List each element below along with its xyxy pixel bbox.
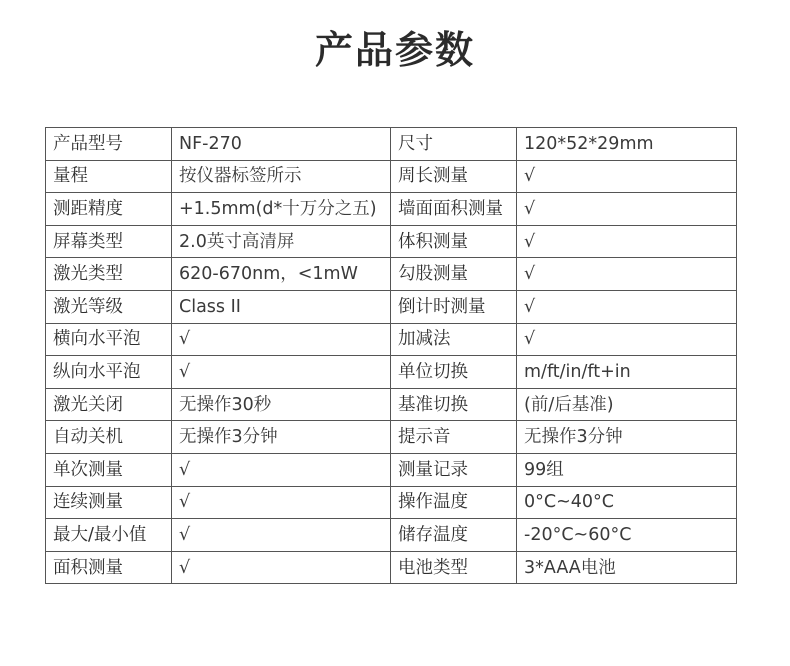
spec-value-right: 120*52*29mm (517, 128, 737, 161)
table-row (46, 323, 737, 356)
spec-value-right: 无操作3分钟 (517, 421, 737, 454)
spec-value-left: √ (172, 486, 391, 519)
spec-label-left: 测距精度 (46, 193, 172, 226)
spec-label-right: 周长测量 (391, 160, 517, 193)
spec-label-right: 单位切换 (391, 356, 517, 389)
spec-value-left: 2.0英寸高清屏 (172, 225, 391, 258)
table-row (46, 225, 737, 258)
spec-value-left: Class II (172, 290, 391, 323)
table-row (46, 160, 737, 193)
spec-label-right: 储存温度 (391, 519, 517, 552)
spec-value-right: -20°C~60°C (517, 519, 737, 552)
spec-value-left: √ (172, 453, 391, 486)
spec-value-right: √ (517, 323, 737, 356)
spec-label-left: 量程 (46, 160, 172, 193)
spec-label-left: 屏幕类型 (46, 225, 172, 258)
table-row (46, 453, 737, 486)
spec-label-right: 基准切换 (391, 388, 517, 421)
table-row (46, 193, 737, 226)
spec-label-right: 操作温度 (391, 486, 517, 519)
spec-label-left: 产品型号 (46, 128, 172, 161)
spec-label-right: 尺寸 (391, 128, 517, 161)
page-title: 产品参数 (314, 28, 475, 72)
spec-value-left: +1.5mm(d*十万分之五) (172, 193, 391, 226)
spec-value-right: √ (517, 258, 737, 291)
table-row (46, 388, 737, 421)
spec-value-left: 按仪器标签所示 (172, 160, 391, 193)
table-row (46, 421, 737, 454)
spec-label-left: 纵向水平泡 (46, 356, 172, 389)
spec-value-right: 99组 (517, 453, 737, 486)
spec-label-left: 激光类型 (46, 258, 172, 291)
spec-value-left: 620-670nm，<1mW (172, 258, 391, 291)
table-row (46, 290, 737, 323)
spec-value-right: √ (517, 290, 737, 323)
spec-value-right: 3*AAA电池 (517, 551, 737, 584)
spec-label-right: 墙面面积测量 (391, 193, 517, 226)
spec-table (45, 127, 737, 584)
spec-label-right: 加减法 (391, 323, 517, 356)
table-row (46, 519, 737, 552)
spec-value-right: m/ft/in/ft+in (517, 356, 737, 389)
spec-label-right: 体积测量 (391, 225, 517, 258)
table-row (46, 258, 737, 291)
spec-label-left: 面积测量 (46, 551, 172, 584)
spec-label-left: 最大/最小值 (46, 519, 172, 552)
spec-label-left: 横向水平泡 (46, 323, 172, 356)
spec-value-right: (前/后基准) (517, 388, 737, 421)
spec-value-left: √ (172, 323, 391, 356)
spec-label-left: 连续测量 (46, 486, 172, 519)
spec-value-left: 无操作3分钟 (172, 421, 391, 454)
spec-value-right: √ (517, 193, 737, 226)
spec-label-right: 倒计时测量 (391, 290, 517, 323)
table-row (46, 128, 737, 161)
spec-label-right: 测量记录 (391, 453, 517, 486)
table-row (46, 486, 737, 519)
table-row (46, 356, 737, 389)
spec-label-right: 电池类型 (391, 551, 517, 584)
spec-value-right: 0°C~40°C (517, 486, 737, 519)
spec-value-left: NF-270 (172, 128, 391, 161)
spec-value-right: √ (517, 160, 737, 193)
spec-label-right: 勾股测量 (391, 258, 517, 291)
table-row (46, 551, 737, 584)
spec-value-left: √ (172, 519, 391, 552)
spec-value-left: 无操作30秒 (172, 388, 391, 421)
spec-label-left: 单次测量 (46, 453, 172, 486)
spec-value-right: √ (517, 225, 737, 258)
spec-label-left: 自动关机 (46, 421, 172, 454)
spec-value-left: √ (172, 356, 391, 389)
spec-label-left: 激光关闭 (46, 388, 172, 421)
spec-label-right: 提示音 (391, 421, 517, 454)
spec-table-body (46, 128, 737, 584)
spec-value-left: √ (172, 551, 391, 584)
spec-label-left: 激光等级 (46, 290, 172, 323)
